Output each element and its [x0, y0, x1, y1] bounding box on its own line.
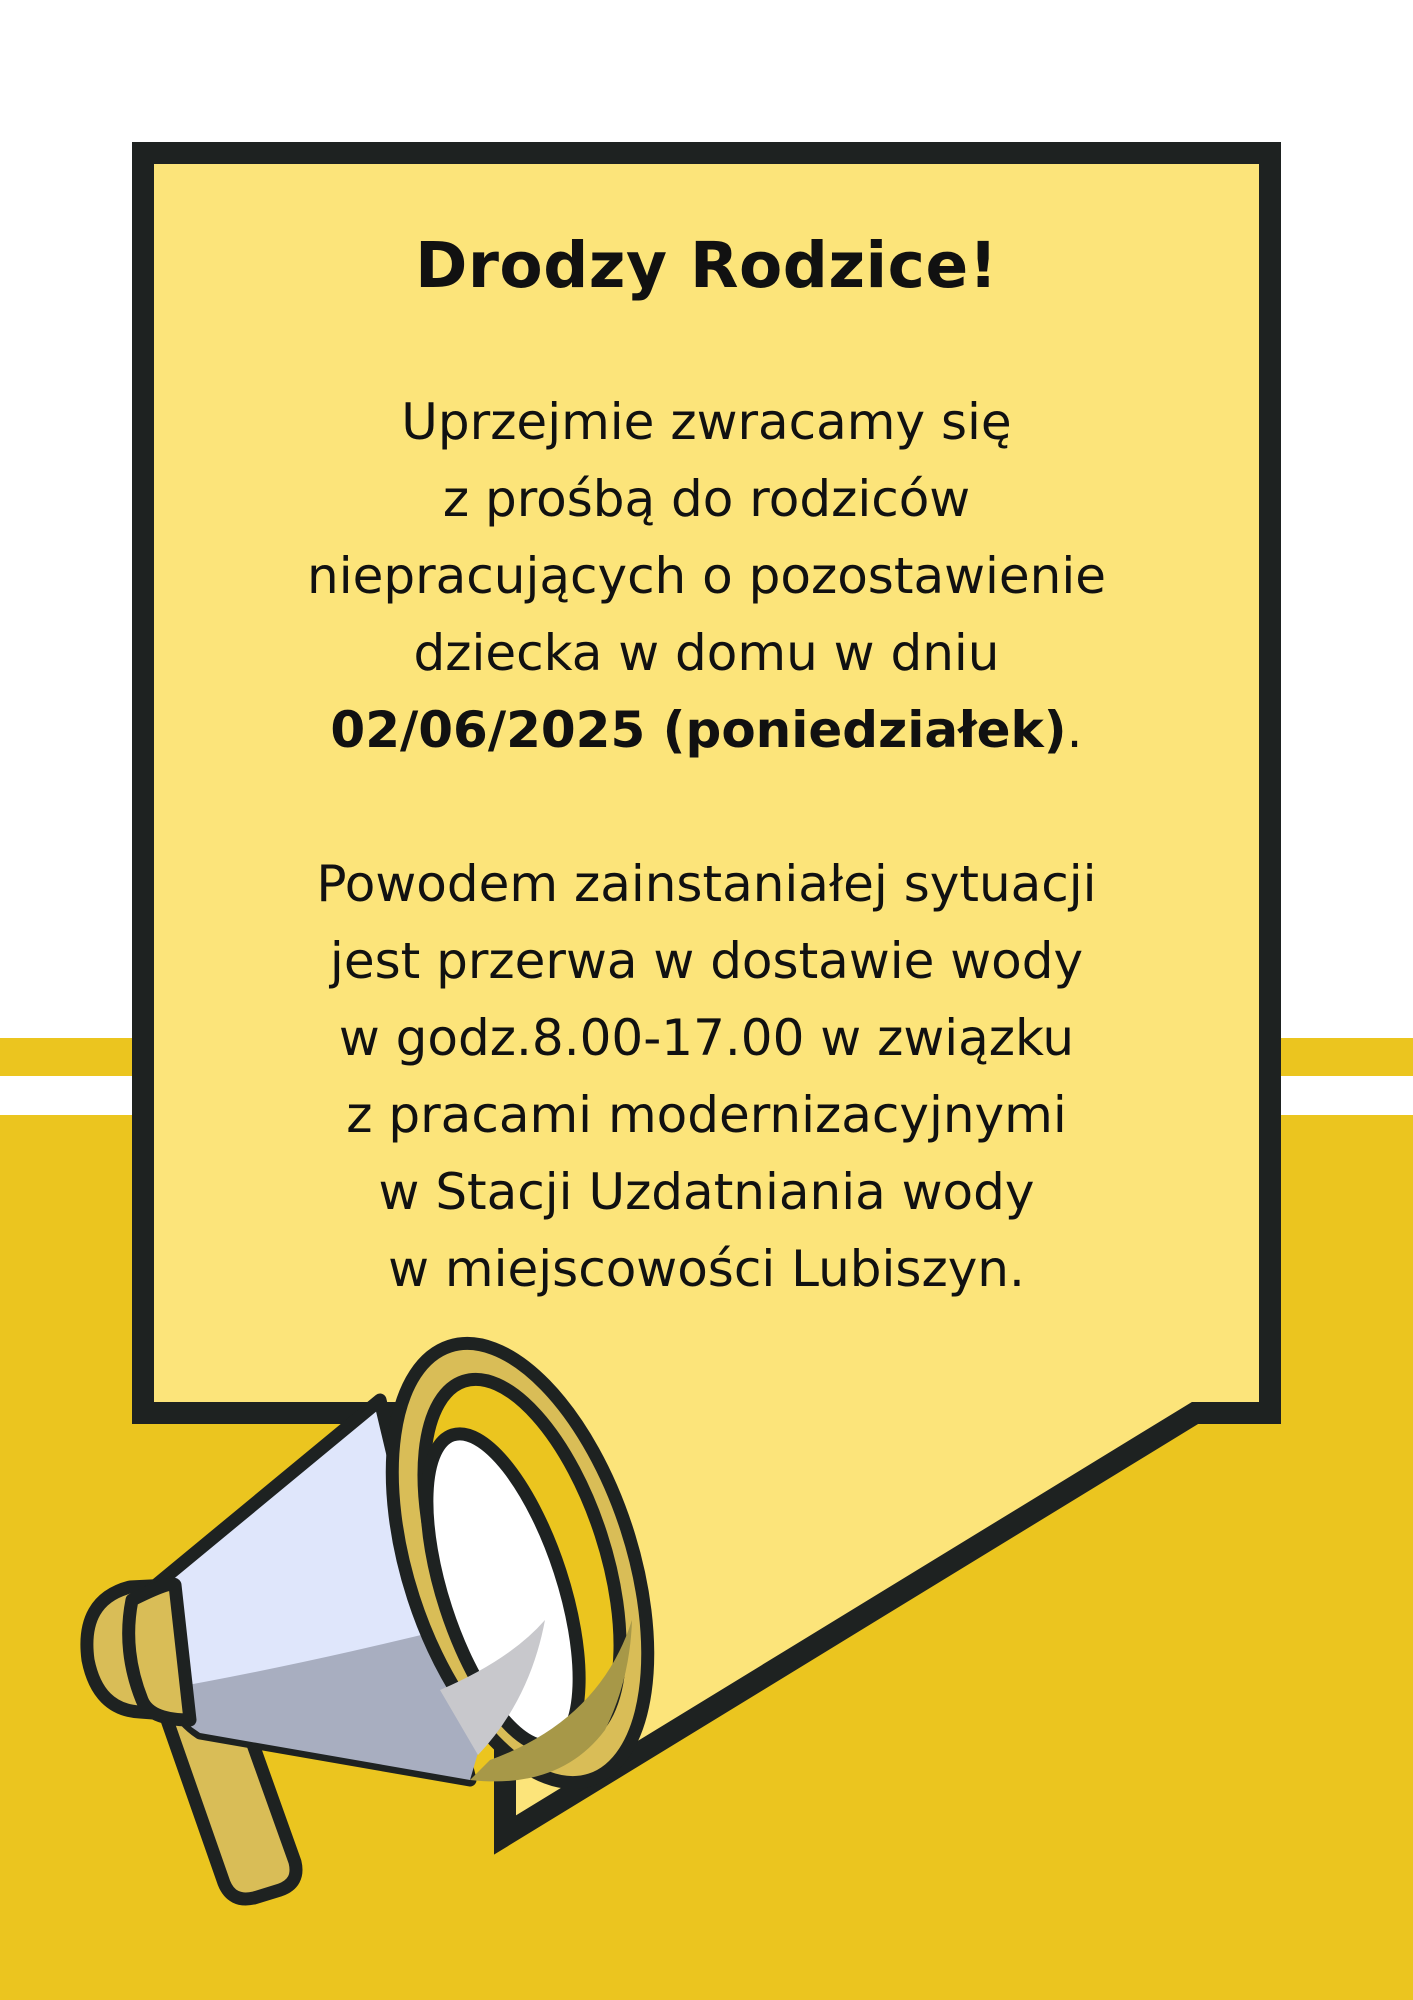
request-line-4: dziecka w domu w dniu [413, 623, 1000, 682]
reason-line-2: jest przerwa w dostawie wody [329, 931, 1084, 990]
notice-paragraph-reason [155, 846, 1258, 1308]
request-line-1: Uprzejmie zwracamy się [401, 392, 1012, 451]
reason-line-6: w miejscowości Lubiszyn. [388, 1239, 1025, 1298]
notice-title: Drodzy Rodzice! [415, 229, 998, 302]
reason-line-1: Powodem zainstaniałej sytuacji [316, 854, 1097, 913]
megaphone-back-ring [129, 1584, 190, 1720]
reason-line-5: w Stacji Uzdatniania wody [378, 1162, 1035, 1221]
request-line-2: z prośbą do rodziców [442, 469, 971, 528]
closure-date-period: . [1066, 700, 1083, 759]
reason-line-4: z pracami modernizacyjnymi [346, 1085, 1067, 1144]
closure-date: 02/06/2025 (poniedziałek) [330, 700, 1067, 759]
notice-paragraph-request [155, 384, 1258, 769]
request-line-3: niepracujących o pozostawienie [307, 546, 1106, 605]
request-date-line [155, 692, 1258, 769]
notice-text [155, 160, 1258, 1308]
reason-line-3: w godz.8.00-17.00 w związku [338, 1008, 1075, 1067]
